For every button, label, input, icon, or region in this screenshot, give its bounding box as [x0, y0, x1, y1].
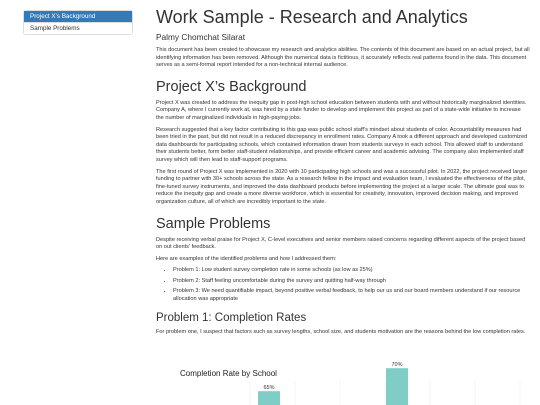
intro-paragraph: This document has been created to showcase my research and analytics abilities. The contents of this document are based on an actual project, but all identifying information has been removed. Although the numerical data is fictitious, it accurately reflects real patterns found in the data. This document serves as a semi-formal report intended for a non-technical internal audience. [156, 47, 530, 69]
chart-gridlines [250, 381, 520, 405]
sample-problems-heading: Sample Problems [156, 215, 271, 232]
chart-title: Completion Rate by School [180, 369, 277, 378]
background-paragraph-3: The first round of Project X was implemented in 2020 with 10 participating high schools and was a successful pilot. In 2022, the project received larger funding to partner with 30+ schools across the state. As a research fellow in the impact and evaluation team, I evaluated the effectiveness of the pilot, fine-tuned survey instruments, and improved the data dashboard products before implementing the project at a larger scale. The ultimate goal was to reduce the inequity gap and create a more diverse workforce, which is essential for creativity, innovation, improved decision making, and improved organization culture, all of which are incredibly important to the state. [156, 168, 528, 205]
chart-data-label: 70% [391, 362, 403, 369]
list-item: • Problem 2: Staff feeling uncomfortable during the survey and quitting half-way through [173, 278, 530, 286]
chart-bar [386, 368, 408, 405]
chart-data-label: 65% [263, 385, 275, 392]
toc-item-sample-problems[interactable]: Sample Problems [24, 23, 132, 34]
background-paragraph-1: Project X was created to address the inequity gap in post-high school education between students with and without historically marginalized identities. Company A, where I currently work at, was hired by a state funder to develop and implement this project as part of a state-wide initiative to increase the number of marginalized individuals in high-paying jobs. [156, 99, 527, 121]
list-item: • Problem 1: Low student survey completion rate in some schools (as low as 25%) [173, 267, 530, 275]
list-item: • Problem 3: We need quantifiable impact, beyond positive verbal feedback, to help our us and our board members understand if our resource allocation was appropriate [173, 288, 530, 303]
problem-list [156, 267, 530, 303]
background-paragraph-2: Research suggested that a key factor contributing to this gap was public school staff’s mindset about students of color. Accountability measures had been tried in the past, but did not result in a reduced discrepancy in enrollment rates. Company A took a different approach and developed customized data dashboards for participating schools, which contained information drawn from students surveys in each school. This allowed staff to understand their students better, form better staff-student relationships, and provide efficient career and academic advising. The company also implemented staff survey which will then lead to staff-support programs. [156, 126, 528, 163]
document-body [156, 6, 530, 336]
problems-lead-paragraph: Here are examples of the identified problems and how I addressed them: [156, 255, 337, 262]
chart-bars [258, 362, 408, 405]
page-title: Work Sample - Research and Analytics [156, 7, 468, 27]
problem-1-paragraph: For problem one, I suspect that factors such as survey lengths, school size, and students motivation are the reasons behind the low completion rates. [156, 328, 526, 335]
toc-item-project-background[interactable]: Project X’s Background [24, 11, 132, 23]
table-of-contents [23, 10, 133, 35]
background-heading: Project X’s Background [156, 78, 307, 95]
author-name: Palmy Chomchat Silarat [156, 32, 245, 42]
chart-bar [258, 391, 280, 405]
problems-intro-paragraph: Despite receiving verbal praise for Project X, C-level executives and senior members raised concerns regarding different aspects of the project based on out clients' feedback. [156, 236, 526, 251]
completion-rate-chart [170, 362, 530, 405]
problem-1-heading: Problem 1: Completion Rates [156, 311, 307, 324]
